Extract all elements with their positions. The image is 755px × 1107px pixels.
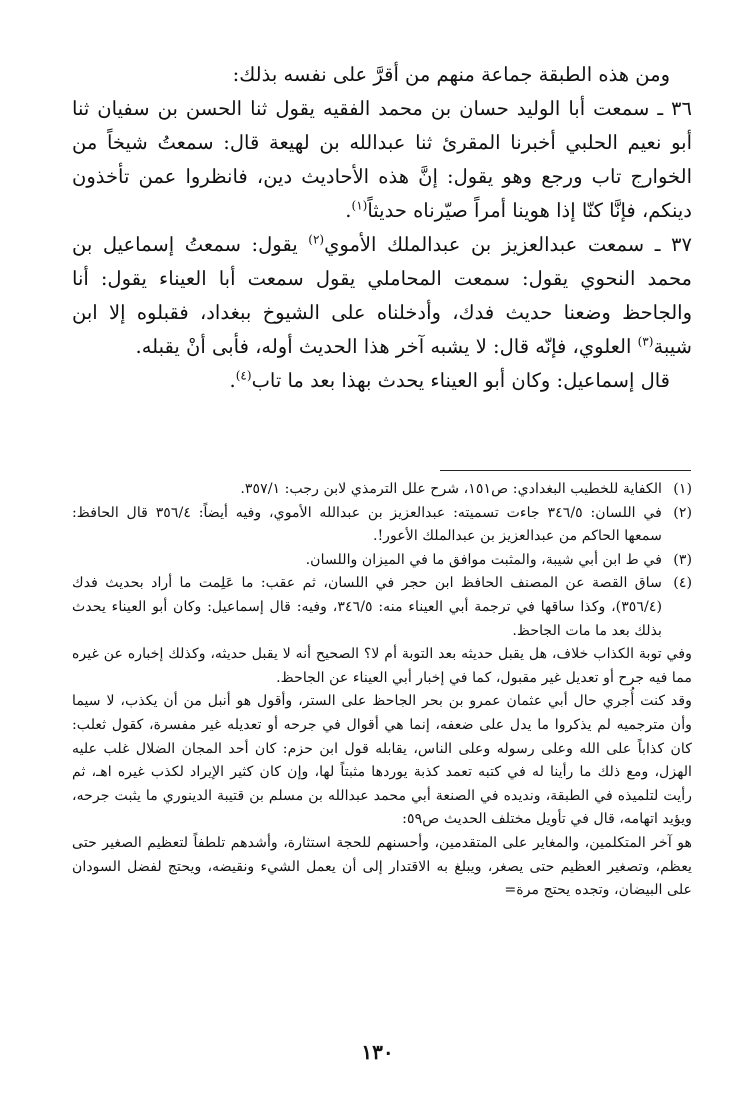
paragraph-36-text: ٣٦ ـ سمعت أبا الوليد حسان بن محمد الفقيه يقول ثنا الحسن بن سفيان ثنا أبو نعيم الحلبي أخبرنا المقرئ ثنا عبدالله بن لهيعة قال: سمعتُ شيخاً من الخوارج تاب ورجع وهو يقول: إنَّ هذه الأحاديث دين، فانظروا عمن تأخذون دينكم، فإنَّا كنّا إذا هوينا أمراً صيّرناه حديثاً <box>72 97 692 222</box>
footnote-4-continuation-1: وفي توبة الكذاب خلاف، هل يقبل حديثه بعد التوبة أم لا؟ الصحيح أنه لا يقبل حديثه، وكذلك إخباره عن غيره مما فيه جرح أو تعديل غير مقبول، كما في إخبار أبي العيناء عن الجاحظ. <box>72 646 692 686</box>
footnote-3-number: (٣) <box>673 551 692 568</box>
footnote-4-text: ساق القصة عن المصنف الحافظ ابن حجر في اللسان، ثم عقب: ما عَلِمت ما أراد بحديث فدك (٣٥٦/٤)، وكذا ساقها في ترجمة أبي العيناء منه: ٣٤٦/٥، وفيه: قال إسماعيل: وكان أبو العيناء يحدث بذلك بعد ما مات الجاحظ. <box>72 575 662 639</box>
footnote-2-text: في اللسان: ٣٤٦/٥ جاءت تسميته: عبدالعزيز بن عبدالله الأموي، وفيه أيضاً: ٣٥٦/٤ قال الحافظ: سمعها الحاكم من عبدالعزيز بن عبدالملك الأعور!. <box>72 504 662 545</box>
paragraph-36-end: . <box>345 199 352 222</box>
footnote-ref-2[interactable]: (٢) <box>308 232 325 247</box>
footnote-4-number: (٤) <box>673 575 692 592</box>
paragraph-38-text: قال إسماعيل: وكان أبو العيناء يحدث بهذا بعد ما تاب <box>251 369 670 392</box>
footnote-ref-4[interactable]: (٤) <box>235 368 252 383</box>
footnote-2 <box>72 502 692 549</box>
footnote-4-continuation-2: وقد كنت أُجري حال أبي عثمان عمرو بن بحر الجاحظ على الستر، وأقول هو أنبل من أن يكذب، لا سيما وأن مترجميه لم يذكروا ما يدل على ضعفه، إنما هي أقوال في جرحه أو تعديله غير مفسرة، كقول ثعلب: كان كذاباً على الله وعلى رسوله وعلى الناس، يقابله قول ابن حزم: كان أحد المجان الضلال غلب عليه الهزل، ومع ذلك ما رأينا له في كتبه تعمد كذبة يوردها مثبتاً لها، وإن كان كثير الإيراد لكذب غيره اهـ، ثم رأيت لتلميذه في الطبقة، ونديده في الصنعة أبي محمد عبدالله بن مسلم بن قتيبة الدينوري ما يثبت جرحه، ويؤيد اتهامه، قال في تأويل مختلف الحديث ص٥٩: <box>72 693 692 828</box>
paragraph-37-text-b: يقول: سمعتُ إسماعيل بن محمد النحوي يقول: سمعت المحاملي يقول سمعت أبا العيناء يقول: أنا والجاحظ وضعنا حديث فدك، وأدخلناه على الشيوخ ببغداد، فقبلوه إلا ابن شيبة <box>72 233 692 358</box>
footnote-3 <box>72 549 692 573</box>
footnote-4-continuation-3: هو آخر المتكلمين، والمغاير على المتقدمين، وأحسنهم للحجة استثارة، وأشدهم تلطفاً لتعظيم الصغير حتى يعظم، وتصغير العظيم حتى يصغر، ويبلغ به الاقتدار إلى أن يعمل الشيء ونقيضه، ويحتج لفضل السودان على البيضان، وتجده يحتج مرة= <box>72 834 692 899</box>
footnote-separator <box>440 470 691 471</box>
footnote-2-number: (٢) <box>673 504 692 521</box>
footnote-1-number: (١) <box>673 481 692 497</box>
footnotes <box>72 478 692 903</box>
footnote-4 <box>72 572 692 643</box>
paragraph-36 <box>72 92 692 228</box>
paragraph-37 <box>72 228 692 364</box>
page-number: ١٣٠ <box>361 1040 394 1064</box>
footnote-1-text: الكفاية للخطيب البغدادي: ص١٥١، شرح علل الترمذي لابن رجب: ٣٥٧/١. <box>240 481 662 497</box>
footnote-ref-1[interactable]: (١) <box>351 198 368 213</box>
footnote-1 <box>72 478 692 502</box>
paragraph-37-text-c: العلوي، فإنّه قال: لا يشبه آخر هذا الحديث أوله، فأبى أنْ يقبله. <box>135 335 638 358</box>
paragraph-38-end: . <box>229 369 236 392</box>
main-text <box>72 58 692 398</box>
footnote-ref-3[interactable]: (٣) <box>637 334 654 349</box>
intro-text: ومن هذه الطبقة جماعة منهم من أقرَّ على نفسه بذلك: <box>232 63 670 86</box>
intro-line <box>72 58 692 92</box>
paragraph-37-text-a: ٣٧ ـ سمعت عبدالعزيز بن عبدالملك الأموي <box>324 233 692 256</box>
footnote-3-text: في ط ابن أبي شيبة، والمثبت موافق ما في الميزان واللسان. <box>305 551 662 568</box>
paragraph-38 <box>72 364 692 398</box>
